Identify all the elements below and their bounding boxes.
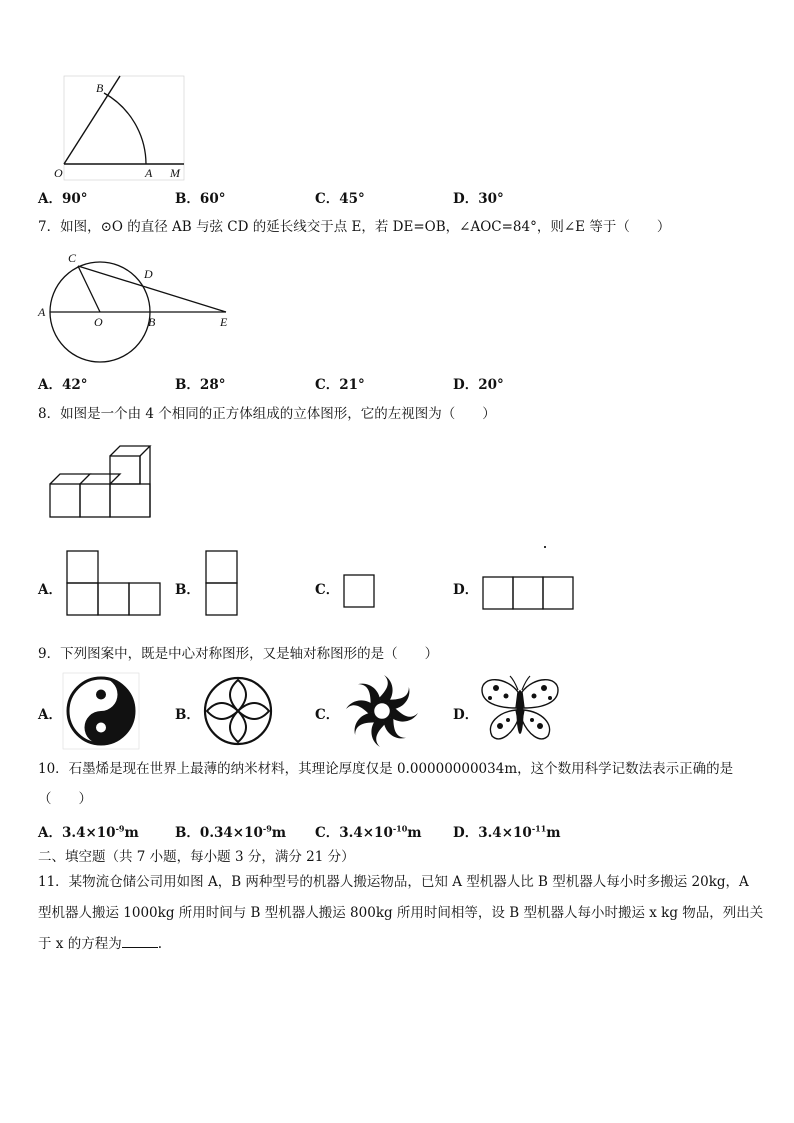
q7-label-o: O: [94, 315, 103, 329]
q6-option-c: C．45°: [315, 191, 365, 207]
q10-option-b: B．$0.34\times 10^{-9}m$: [175, 823, 287, 841]
q7-radius-oc: [78, 266, 100, 312]
q7-option-b: B．28°: [175, 377, 226, 393]
q7-stem: 7．如图，⊙O 的直径 AB 与弦 CD 的延长线交于点 E，若 DE=OB，∠AOC=84°，则∠E 等于（ ）: [38, 219, 671, 235]
q8-option-a-view: [66, 548, 164, 618]
q6-option-b: B．60°: [175, 191, 226, 207]
section-title: 二、填空题（共 7 小题，每小题 3 分，满分 21 分）: [38, 849, 355, 865]
q10-option-a: A．$3.4\times 10^{-9}m$: [38, 823, 139, 841]
q7-label-d: D: [144, 267, 153, 281]
q8-option-a-letter: A．: [38, 582, 62, 598]
q10-stem: 10．石墨烯是现在世界上最薄的纳米材料，其理论厚度仅是 0.00000000034m，这个数用科学记数法表示正确的是: [38, 761, 734, 777]
q11-line-3-text: 于 x 的方程为: [38, 936, 122, 952]
q7-label-a: A: [38, 305, 46, 319]
q7-circle-figure: [34, 246, 244, 364]
q10-option-c: C．$3.4\times 10^{-10}m$: [315, 823, 422, 841]
q6-option-a: A．90°: [38, 191, 88, 207]
q7-option-a: A．42°: [38, 377, 88, 393]
q11-line-3-end: .: [157, 936, 162, 952]
q6-label-b: B: [96, 81, 104, 95]
q8-option-b-view: [204, 548, 240, 618]
q6-label-a: A: [145, 166, 153, 180]
q10-paren: （ ）: [38, 791, 92, 807]
q8-option-b-letter: B．: [175, 582, 200, 598]
q7-option-d: D．20°: [453, 377, 504, 393]
q6-option-d: D．30°: [453, 191, 504, 207]
q8-option-d-letter: D．: [453, 582, 479, 598]
q9-butterfly-pattern: [476, 672, 564, 748]
q11-line-2: 型机器人搬运 1000kg 所用时间与 B 型机器人搬运 800kg 所用时间相等，设 B 型机器人每小时搬运 x kg 物品，列出关: [38, 905, 764, 921]
q9-option-a-letter: A．: [38, 707, 62, 723]
q9-option-d-letter: D．: [453, 707, 479, 723]
q9-taiji-pattern: [62, 672, 140, 750]
q6-arc: [104, 93, 146, 164]
stray-dot: [544, 546, 546, 548]
q11-line-1: 11．某物流仓储公司用如图 A，B 两种型号的机器人搬运物品，已知 A 型机器人比 B 型机器人每小时多搬运 20kg，A: [38, 874, 749, 890]
q9-option-b-letter: B．: [175, 707, 200, 723]
q7-label-e: E: [220, 315, 228, 329]
q8-option-c-letter: C．: [315, 582, 340, 598]
q9-four-petal-pattern: [198, 672, 278, 750]
q9-option-c-letter: C．: [315, 707, 340, 723]
q7-option-c: C．21°: [315, 377, 365, 393]
q6-angle-figure: [52, 72, 192, 184]
q8-stem: 8．如图是一个由 4 个相同的正方体组成的立体图形，它的左视图为（ ）: [38, 406, 496, 422]
q6-ray-ob: [64, 76, 120, 164]
q6-label-o: O: [54, 166, 63, 180]
q8-option-c-view: [342, 573, 376, 609]
q8-cubes-figure: [46, 440, 158, 522]
q6-label-m: M: [170, 166, 180, 180]
q7-label-c: C: [68, 251, 77, 265]
q9-pinwheel-flower-pattern: [340, 670, 424, 752]
q8-option-d-view: [482, 574, 576, 612]
q9-stem: 9．下列图案中，既是中心对称图形，又是轴对称图形的是（ ）: [38, 646, 439, 662]
q10-option-d: D．$3.4\times 10^{-11}m$: [453, 823, 561, 841]
q11-line-3: [38, 935, 162, 953]
q7-label-b: B: [148, 315, 156, 329]
q11-answer-blank[interactable]: [122, 935, 158, 948]
